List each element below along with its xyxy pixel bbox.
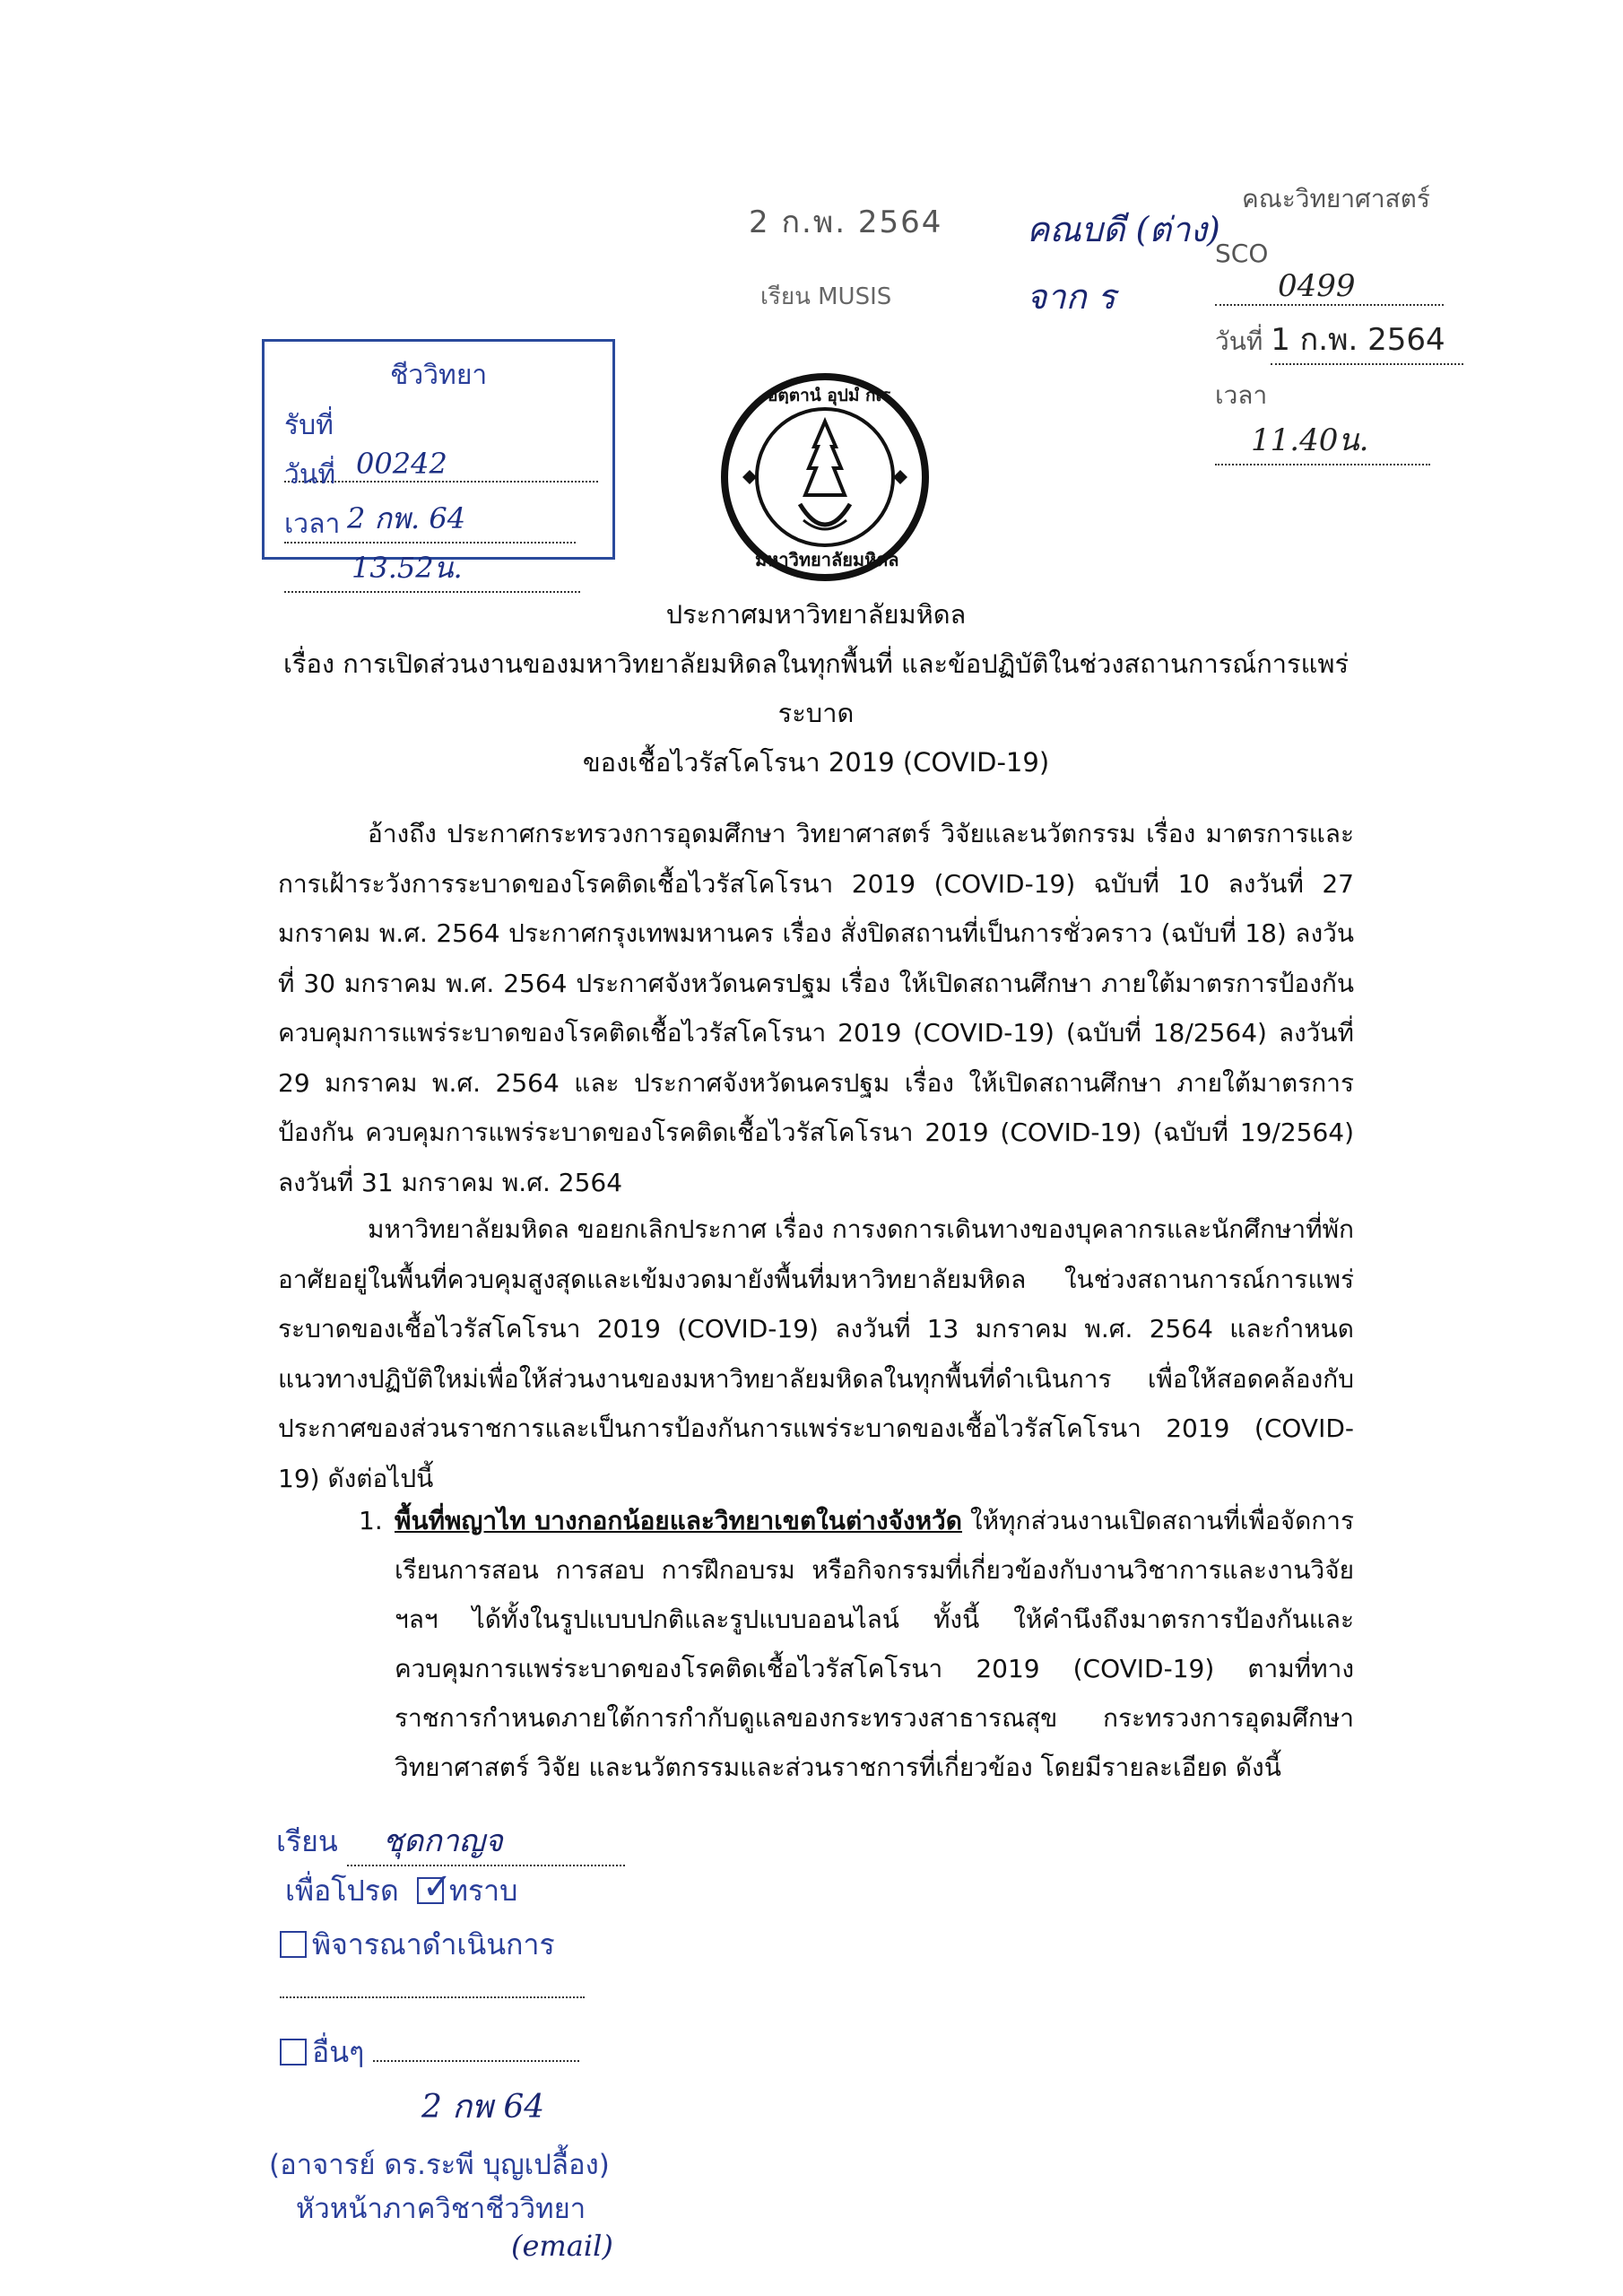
signer-name: (อาจารย์ ดร.ระพี บุญเปลื้อง) — [269, 2149, 610, 2181]
faculty-date-row: วันที่ 1 ก.พ. 2564 — [1215, 315, 1484, 365]
paragraph-cancellation: มหาวิทยาลัยมหิดล ขอยกเลิกประกาศ เรื่อง การงดการเดินทางของบุคลากรและนักศึกษาที่พักอาศัยอยู่ในพื้นที่ควบคุมสูงสุดและเข้มงวดมายังพื้นที่มหาวิทยาลัยมหิดล ในช่วงสถานการณ์การแพร่ระบาดของเชื้อไวรัสโคโรนา 2019 (COVID-19) ลงวันที่ 13 มกราคม พ.ศ. 2564 และกำหนดแนวทางปฏิบัติใหม่เพื่อให้ส่วนงานของมหาวิทยาลัยมหิดลในทุกพื้นที่ดำเนินการ เพื่อให้สอดคล้องกับประกาศของส่วนราชการและเป็นการป้องกันการแพร่ระบาดของเชื้อไวรัสโคโรนา 2019 (COVID-19) ดังต่อไปนี้ — [278, 1214, 1355, 1493]
signature: 2 กพ 64 — [421, 2089, 545, 2126]
item-1 — [395, 1496, 1354, 1792]
sco-row: SCO 0499 — [1215, 239, 1484, 306]
sco-value: 0499 — [1215, 268, 1444, 306]
heading-line1: ประกาศมหาวิทยาลัยมหิดล — [665, 599, 967, 630]
biology-no-value: 00242 — [284, 447, 598, 483]
routing-other-row — [280, 2030, 579, 2075]
routing-ack-row: เพื่อโปรด ✓ ทราบ — [285, 1866, 518, 1908]
other-checkbox[interactable] — [280, 2039, 307, 2066]
musis-label: เรียน MUSIS — [760, 283, 892, 310]
consider-label: พิจารณาดำเนินการ — [312, 1927, 555, 1961]
heading-line2: เรื่อง การเปิดส่วนงานของมหาวิทยาลัยมหิดลในทุกพื้นที่ และข้อปฏิบัติในช่วงสถานการณ์การแพร่ระบาด — [282, 648, 1350, 728]
routing-to-value: ชุดกาญจ — [347, 1816, 625, 1866]
seal-name: มหาวิทยาลัยมหิดล — [755, 549, 899, 570]
biology-date-value: 2 กพ. 64 — [284, 496, 576, 544]
item-1-text: ให้ทุกส่วนงานเปิดสถานที่เพื่อจัดการเรียนการสอน การสอบ การฝึกอบรม หรือกิจกรรมที่เกี่ยวข้องกับงานวิชาการและงานวิจัย ฯลฯ ได้ทั้งในรูปแบบปกติและรูปแบบออนไลน์ ทั้งนี้ ให้คำนึงถึงมาตรการป้องกันและควบคุมการแพร่ระบาดของโรคติดเชื้อไวรัสโคโรนา 2019 (COVID-19) ตามที่ทางราชการกำหนดภายใต้การกำกับดูแลของกระทรวงสาธารณสุข กระทรวงการอุดมศึกษา วิทยาศาสตร์ วิจัย และนวัตกรรมและส่วนราชการที่เกี่ยวข้อง โดยมีรายละเอียด ดังนี้ — [395, 1506, 1354, 1782]
biology-no-row: รับที่00242 — [284, 404, 612, 483]
routing-blank-line — [280, 1996, 585, 1998]
consider-checkbox[interactable] — [280, 1931, 307, 1958]
faculty-date-value: 1 ก.พ. 2564 — [1271, 315, 1463, 365]
routing-to-row: เรียน ชุดกาญจ — [276, 1816, 625, 1866]
musis-date-stamp: 2 ก.พ. 2564 — [749, 204, 943, 240]
email-note: (email) — [511, 2229, 613, 2263]
seal-motto: อตฺตานํ อุปมํ กเร — [768, 386, 891, 405]
mahidol-seal-icon — [717, 370, 933, 585]
heading-line3: ของเชื้อไวรัสโคโรนา 2019 (COVID-19) — [582, 747, 1050, 778]
biology-receive-stamp — [262, 339, 615, 585]
item-1-area: พื้นที่พญาไท บางกอกน้อยและวิทยาเขตในต่างจังหวัด — [395, 1506, 962, 1535]
item-number: 1. — [359, 1506, 383, 1535]
routing-consider-row — [280, 1922, 555, 1968]
paragraph-reference: อ้างถึง ประกาศกระทรวงการอุดมศึกษา วิทยาศาสตร์ วิจัยและนวัตกรรม เรื่อง มาตรการและการเฝ้าระวังการระบาดของโรคติดเชื้อไวรัสโคโรนา 2019 (COVID-19) ฉบับที่ 10 ลงวันที่ 27 มกราคม พ.ศ. 2564 ประกาศกรุงเทพมหานคร เรื่อง สั่งปิดสถานที่เป็นการชั่วคราว (ฉบับที่ 18) ลงวันที่ 30 มกราคม พ.ศ. 2564 ประกาศจังหวัดนครปฐม เรื่อง ให้เปิดสถานศึกษา ภายใต้มาตรการป้องกัน ควบคุมการแพร่ระบาดของโรคติดเชื้อไวรัสโคโรนา 2019 (COVID-19) (ฉบับที่ 18/2564) ลงวันที่ 29 มกราคม พ.ศ. 2564 และ ประกาศจังหวัดนครปฐม เรื่อง ให้เปิดสถานศึกษา ภายใต้มาตรการป้องกัน ควบคุมการแพร่ระบาดของโรคติดเชื้อไวรัสโคโรนา 2019 (COVID-19) (ฉบับที่ 19/2564) ลงวันที่ 31 มกราคม พ.ศ. 2564 — [278, 819, 1354, 1197]
faculty-time-row: เวลา 11.40น. — [1215, 376, 1484, 465]
biology-time-value: 13.52น. — [284, 545, 580, 593]
biology-date-row: วันที่2 กพ. 64 — [284, 454, 612, 544]
other-blank — [373, 2060, 579, 2062]
announcement-heading — [269, 590, 1363, 787]
ack-label: ทราบ — [448, 1874, 518, 1908]
biology-time-row: เวลา13.52น. — [284, 503, 612, 593]
handwritten-dean-note: คณบดี (ต่าง) จาก ร — [1027, 210, 1220, 317]
biology-stamp-title: ชีววิทยา — [390, 360, 488, 391]
faculty-time-value: 11.40น. — [1215, 415, 1430, 465]
faculty-stamp — [1215, 179, 1484, 465]
faculty-title: คณะวิทยาศาสตร์ — [1242, 184, 1430, 213]
signer-title: หัวหน้าภาควิชาชีววิทยา — [296, 2193, 586, 2225]
ack-checkbox[interactable]: ✓ — [417, 1877, 444, 1904]
other-label: อื่นๆ — [312, 2035, 365, 2069]
